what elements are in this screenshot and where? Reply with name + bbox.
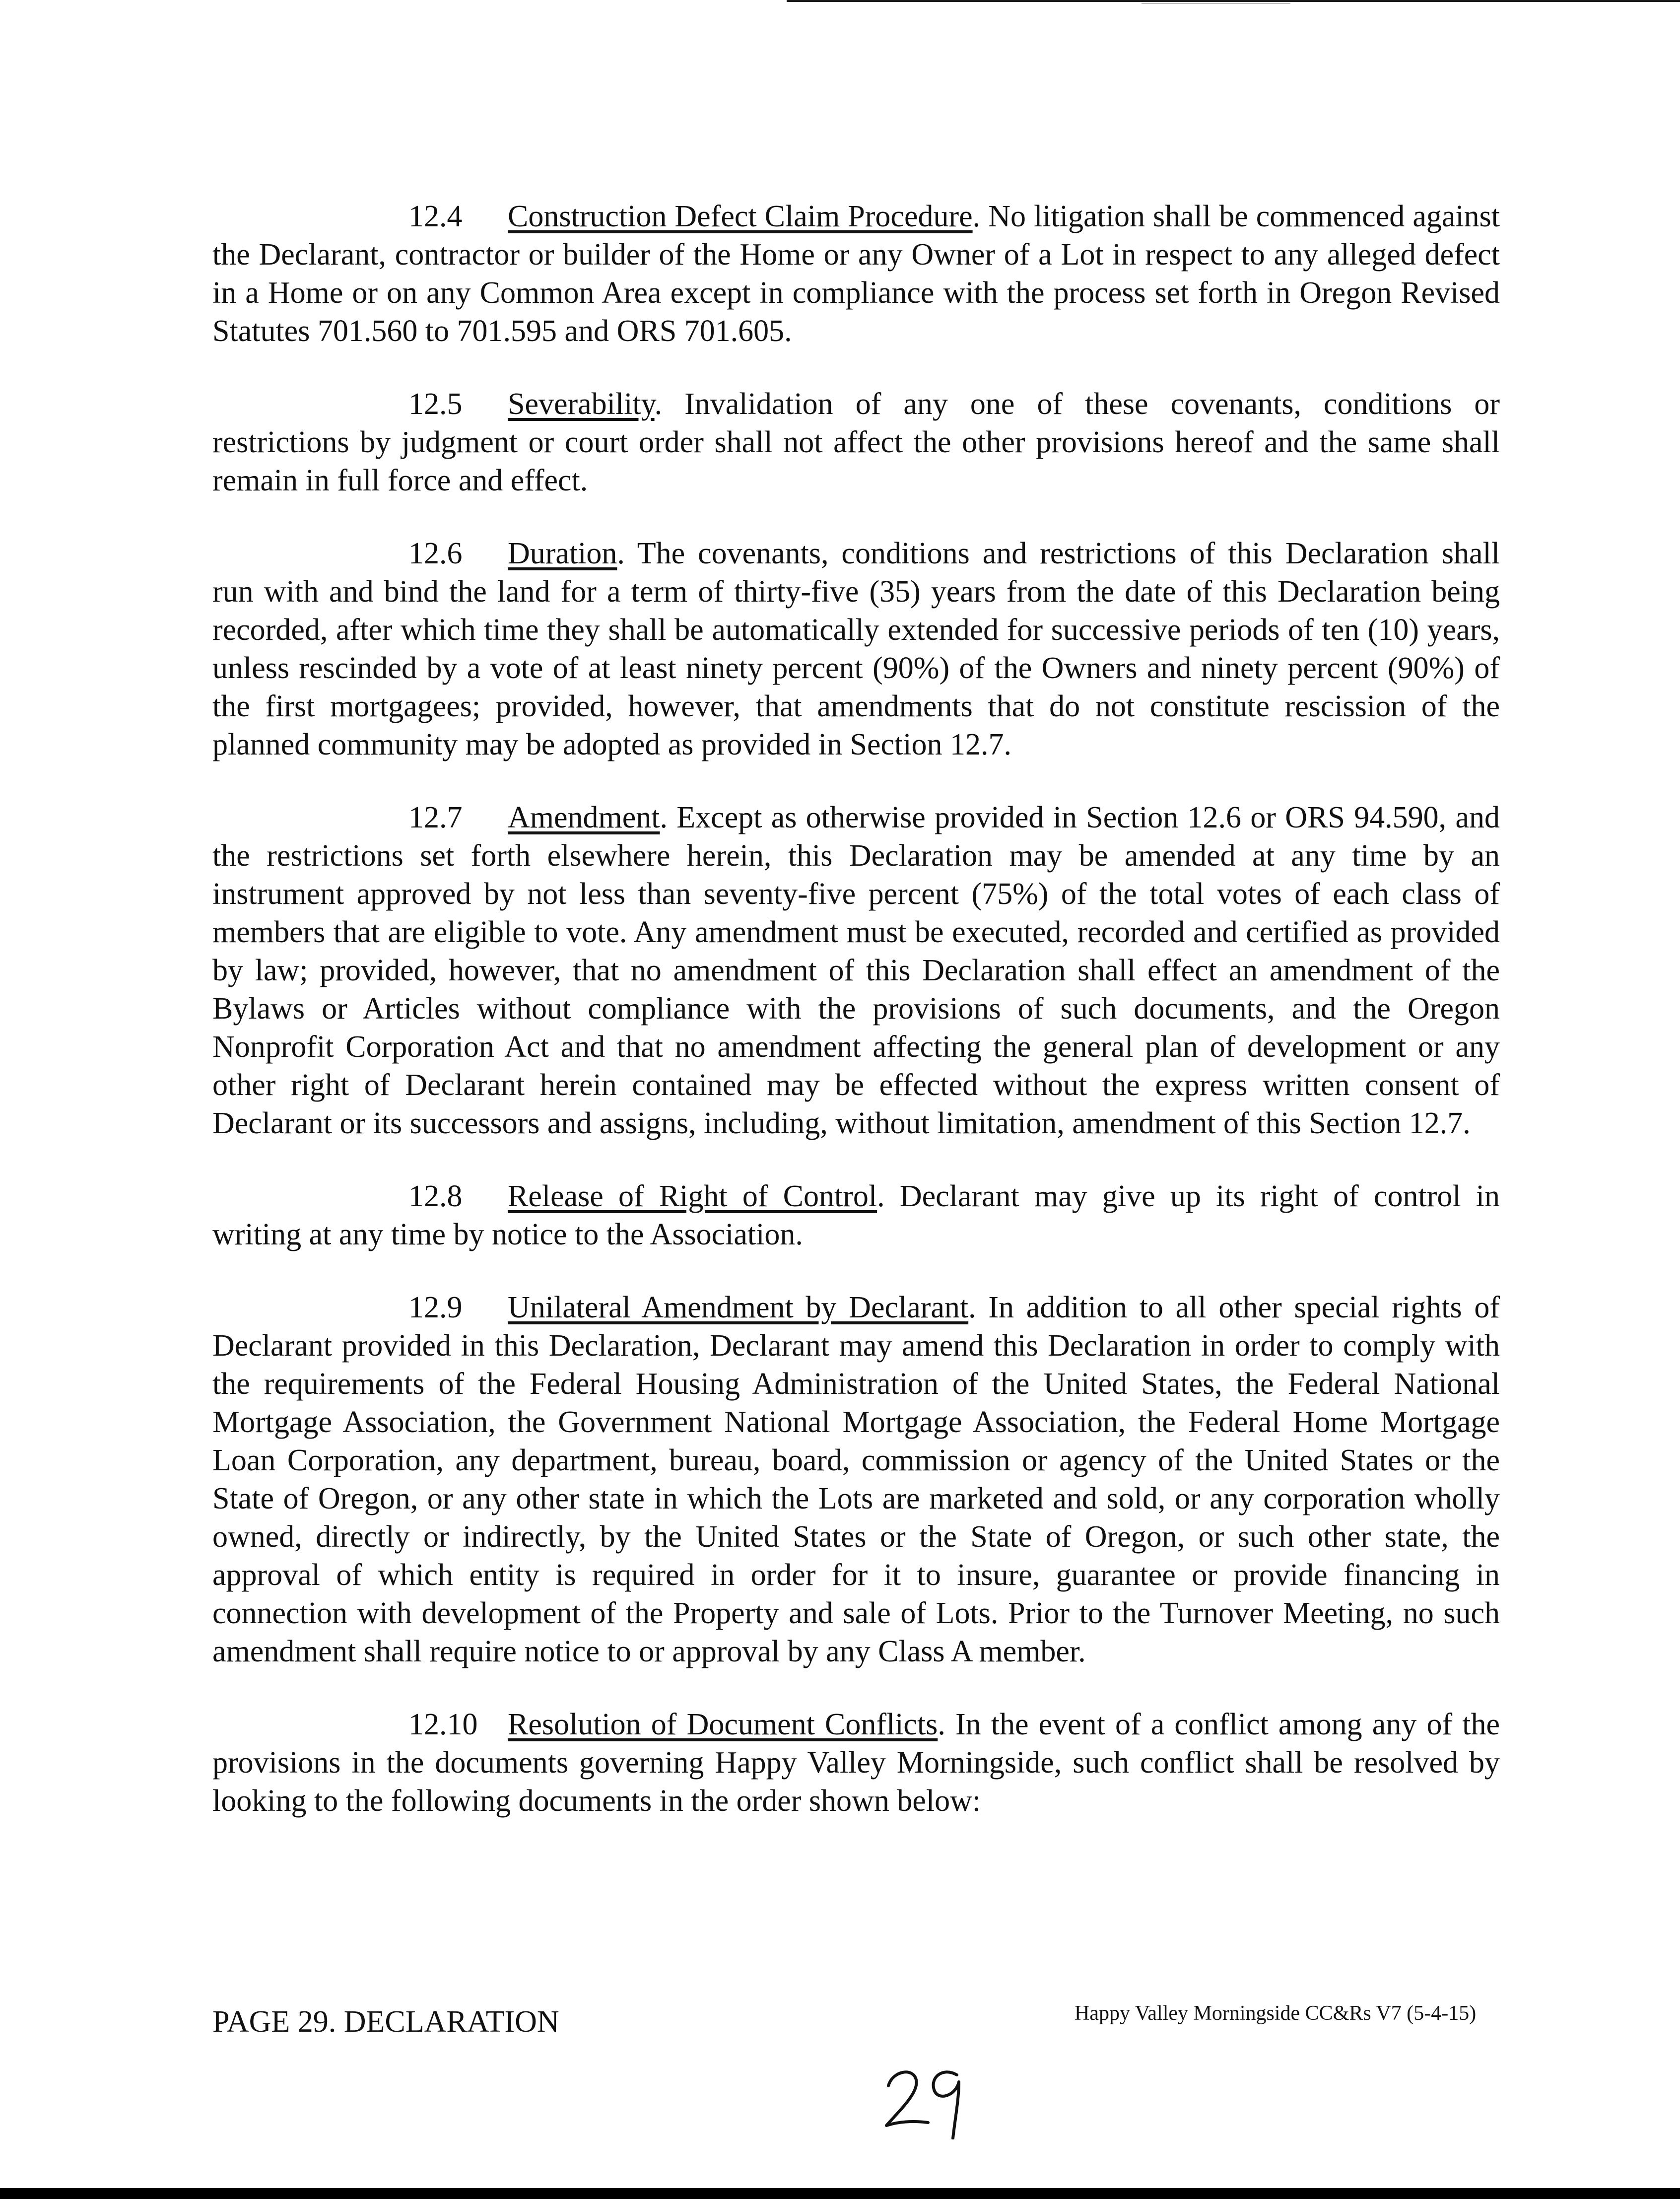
section-text: . No litigation shall be commenced against the Declarant, contractor or builder of the Home or any Owner of a Lot in respect to any alleged defect in a Home or on any Common Area except in compliance with the process set forth in Oregon Revised Statutes 701.560 to 701.595 and ORS 701.605. [212,200,1500,348]
document-reference: Happy Valley Morningside CC&Rs V7 (5-4-15) [1075,2002,1477,2025]
section-number: 12.4 [408,200,463,233]
handwritten-page-number-drawing [878,2060,978,2139]
section-text: . Except as otherwise provided in Section 12.6 or ORS 94.590, and the restrictions set forth elsewhere herein, this Declaration may be amended at any time by an instrument approved by not less than seventy-five percent (75%) of the total votes of each class of members that are eligible to vote. Any amendment must be executed, recorded and certified as provided by law; provided, however, that no amendment of this Declaration shall effect an amendment of the Bylaws or Articles without compliance with the provisions of such documents, and the Oregon Nonprofit Corporation Act and that no amendment affecting the general plan of development or any other right of Declarant herein contained may be effected without the express written consent of Declarant or its successors and assigns, including, without limitation, amendment of this Section 12.7. [212,801,1500,1140]
section-text: . Invalidation of any one of these covenants, conditions or restrictions by judgment or court order shall not affect the other provisions hereof and the same shall remain in full force and effect. [212,387,1500,497]
section-12-8 [212,1177,1500,1254]
section-text: . In addition to all other special rights of Declarant provided in this Declaration, Declarant may amend this Declaration in order to comply with the requirements of the Federal Housing Administration of the United States, the Federal National Mortgage Association, the Government National Mortgage Association, the Federal Home Mortgage Loan Corporation, any department, bureau, board, commission or agency of the United States or the State of Oregon, or any other state in which the Lots are marketed and sold, or any corporation wholly owned, directly or indirectly, by the United States or the State of Oregon, or such other state, the approval of which entity is required in order for it to insure, guarantee or provide financing in connection with development of the Property and sale of Lots. Prior to the Turnover Meeting, no such amendment shall require notice to or approval by any Class A member. [212,1291,1500,1668]
section-number: 12.6 [408,537,463,570]
section-number: 12.7 [408,801,463,834]
section-text: . Declarant may give up its right of control in writing at any time by notice to the Association. [212,1179,1500,1251]
section-12-6 [212,535,1500,764]
scan-top-rule-faint [1142,3,1290,4]
section-12-10 [212,1706,1500,1820]
section-number: 12.5 [408,387,463,421]
section-12-9 [212,1289,1500,1671]
section-title: Resolution of Document Conflicts [508,1708,938,1741]
section-number: 12.8 [408,1179,463,1213]
section-title: Construction Defect Claim Procedure [508,200,973,233]
scan-bottom-bar [0,2188,1680,2199]
section-text: . In the event of a conflict among any of the provisions in the documents governing Happy Valley Morningside, such conflict shall be resolved by looking to the following documents in the order shown below: [212,1708,1500,1818]
section-title: Severability [508,387,655,421]
section-text: . The covenants, conditions and restrictions of this Declaration shall run with and bind the land for a term of thirty-five (35) years from the date of this Declaration being recorded, after which time they shall be automatically extended for successive periods of ten (10) years, unless rescinded by a vote of at least ninety percent (90%) of the Owners and ninety percent (90%) of the first mortgagees; provided, however, that amendments that do not constitute rescission of the planned community may be adopted as provided in Section 12.7. [212,537,1500,761]
section-title: Unilateral Amendment by Declarant [508,1291,969,1324]
document-body [212,198,1500,1855]
section-number: 12.10 [408,1708,478,1741]
section-title: Release of Right of Control [508,1179,877,1213]
section-number: 12.9 [408,1291,463,1324]
page-label: PAGE 29. DECLARATION [212,2005,559,2039]
handwritten-page-number [878,2060,978,2139]
section-12-7 [212,799,1500,1143]
scan-top-rule [787,0,1680,2]
section-12-5 [212,385,1500,500]
section-title: Duration [508,537,617,570]
section-title: Amendment [508,801,660,834]
section-12-4 [212,198,1500,350]
